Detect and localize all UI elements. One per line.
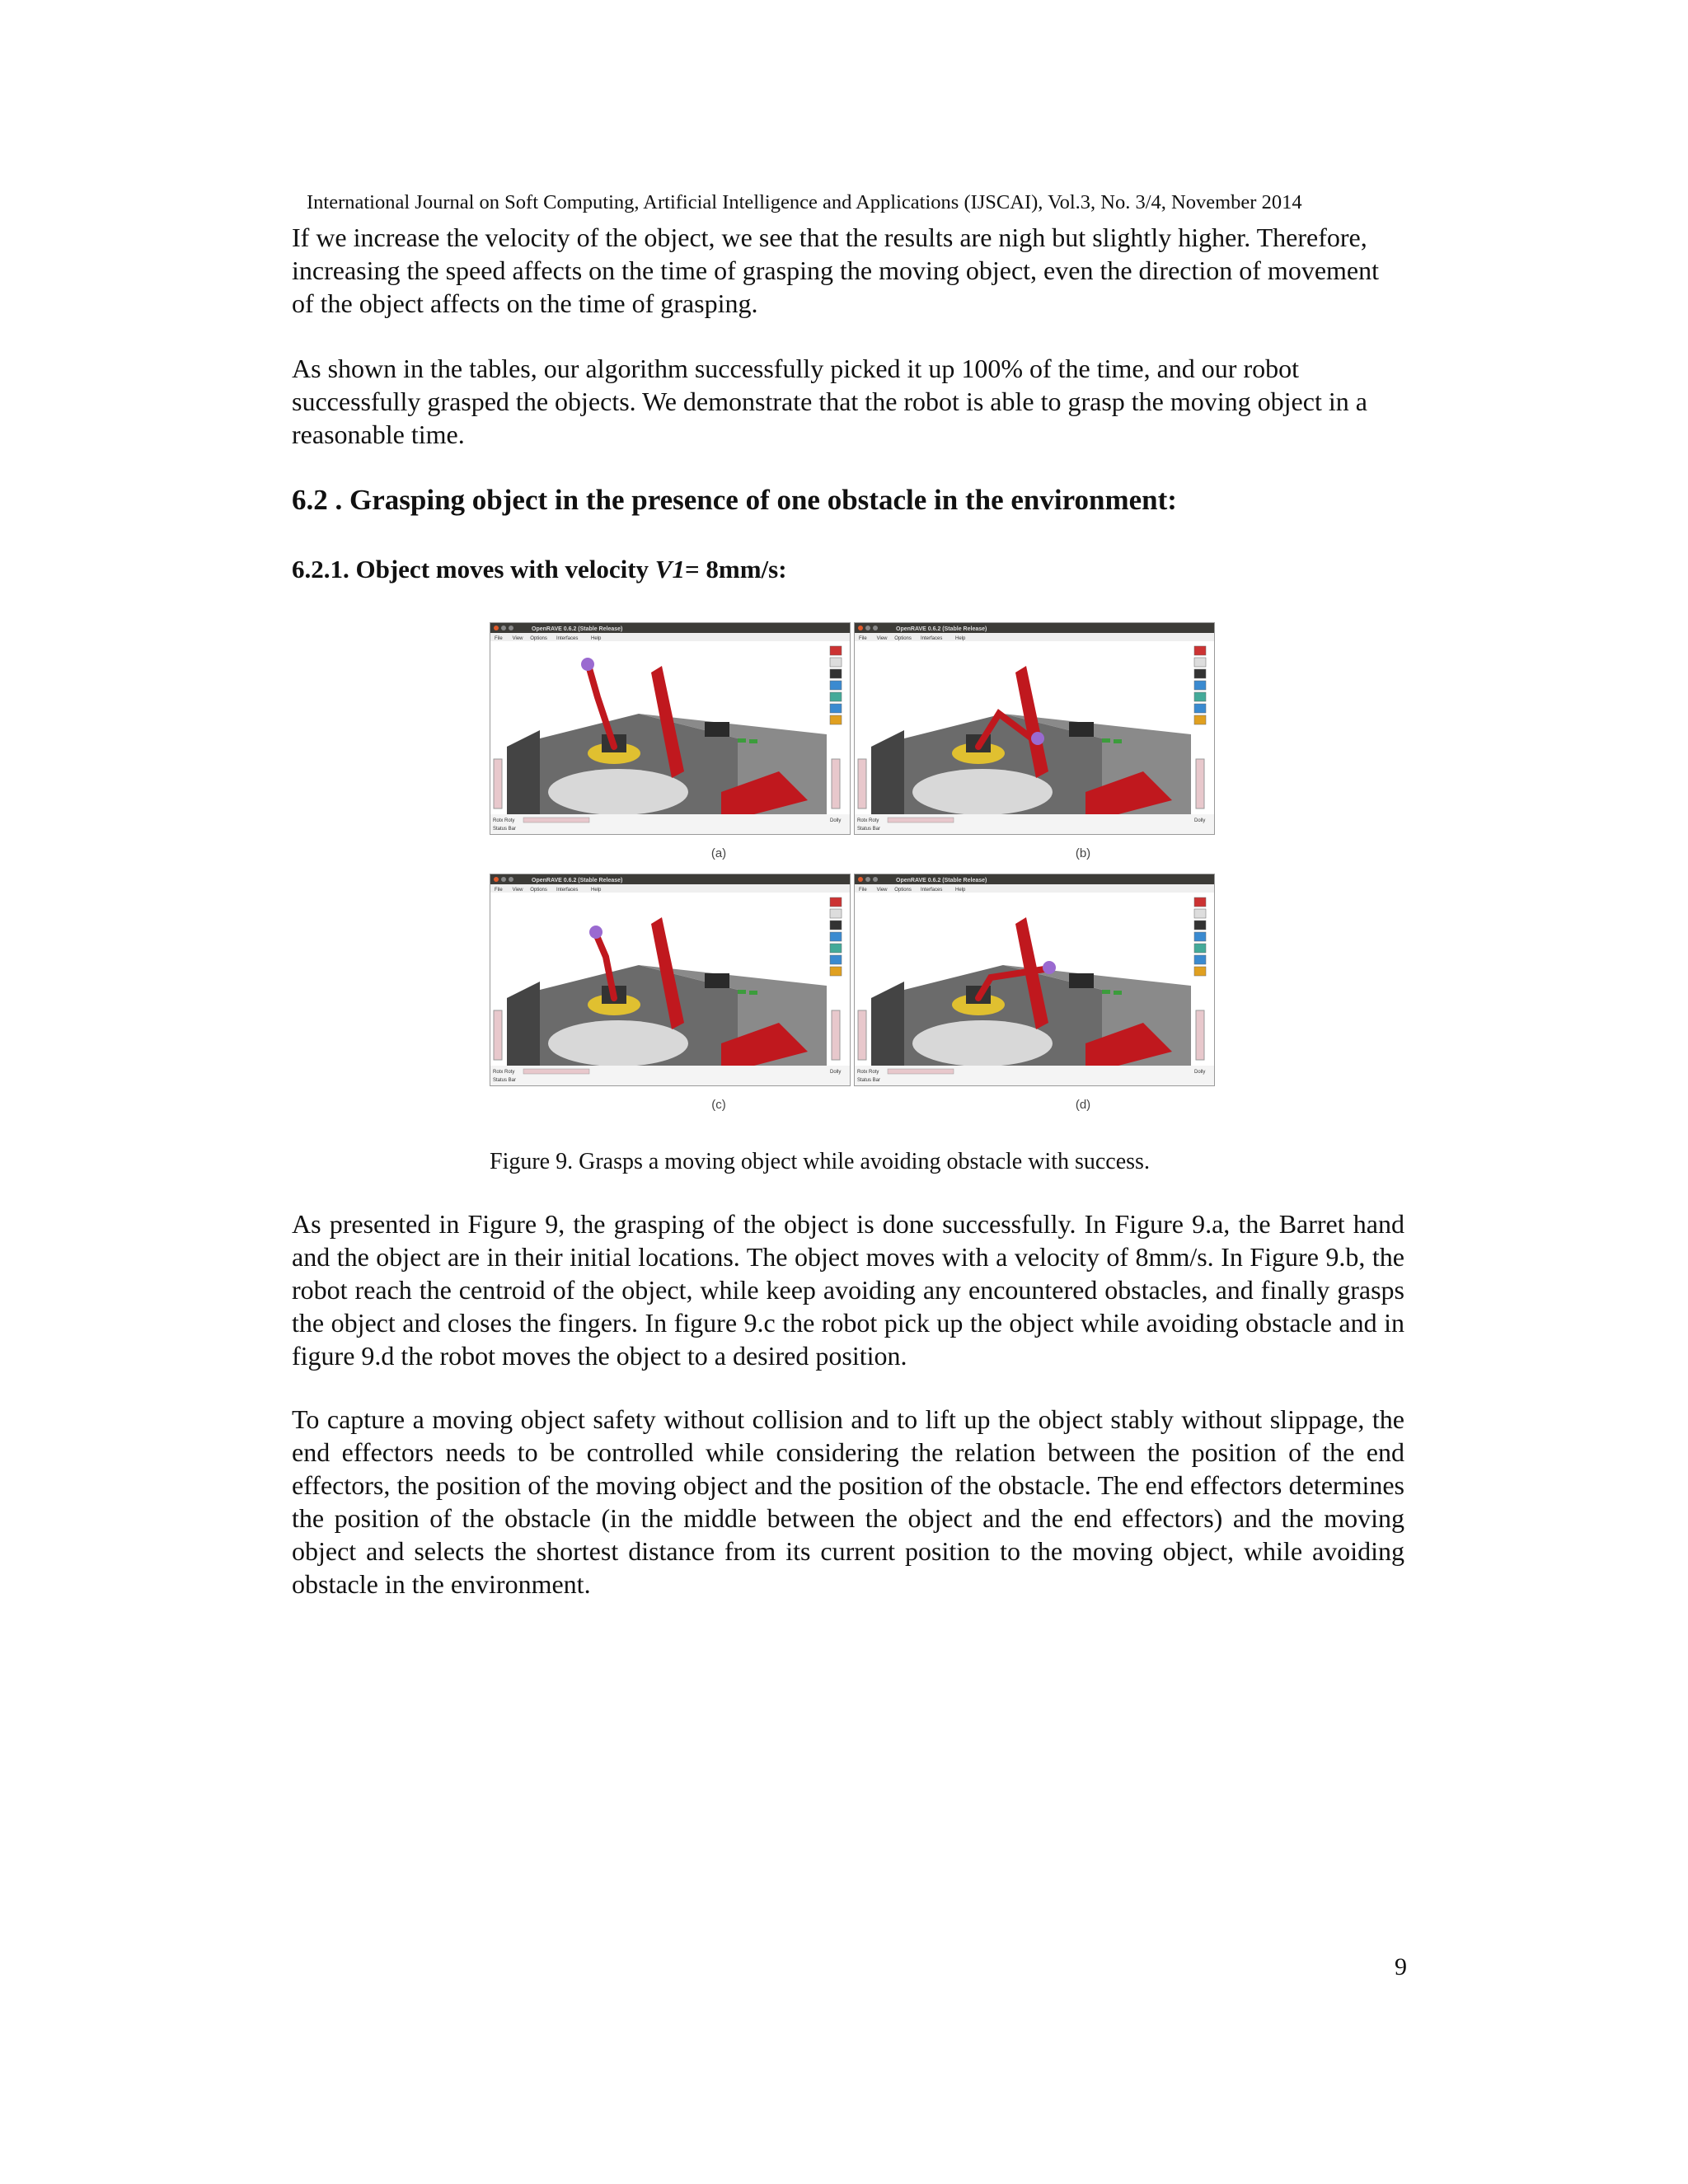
menu-item: Interfaces [921, 636, 943, 641]
window-control-icon [501, 626, 506, 630]
menu-item: File [495, 888, 503, 893]
menu-item: Options [530, 888, 547, 893]
robot-pedestal [912, 1020, 1053, 1066]
toolbar-icon [830, 669, 842, 678]
toolbar-icon [1194, 944, 1206, 953]
status-rot-label: Rotx Roty [857, 818, 879, 823]
barrett-hand [1031, 732, 1044, 745]
menu-item: Help [591, 888, 602, 893]
rotation-slider [888, 1069, 954, 1074]
toolbar-icon [1194, 921, 1206, 930]
simulator-screenshot [855, 623, 1214, 834]
figure-caption: Figure 9. Grasps a moving object while avoiding obstacle with success. [490, 1149, 1150, 1174]
subsection-prefix: 6.2.1. Object moves with velocity [292, 555, 655, 583]
zoom-slider [858, 1010, 866, 1060]
toolbar-icon [830, 955, 842, 964]
status-bar-label: Status Bar [857, 1078, 881, 1083]
window-control-icon [865, 626, 870, 630]
menu-item: File [859, 888, 867, 893]
barrett-hand [589, 926, 603, 939]
status-dolly-label: Dolly [1194, 1070, 1206, 1075]
window-control-icon [509, 626, 513, 630]
figure-panel-d [854, 874, 1215, 1086]
toolbar-icon [1194, 955, 1206, 964]
paragraph-velocity: If we increase the velocity of the object, we see that the results are nigh but slightly higher. Therefore, increasing the speed affects on the time of grasping the moving object, even the direction of movement of the object affects on the time of grasping. [292, 223, 1379, 318]
zoom-slider [858, 759, 866, 808]
status-rot-label: Rotx Roty [857, 1070, 879, 1075]
simulator-screenshot [490, 874, 850, 1085]
toolbar-icon [1194, 646, 1206, 655]
toolbar-icon [1194, 692, 1206, 701]
window-title: OpenRAVE 0.6.2 (Stable Release) [896, 626, 987, 632]
status-dolly-label: Dolly [1194, 818, 1206, 823]
window-control-icon [865, 877, 870, 882]
rotation-slider [523, 1069, 589, 1074]
toolbar-icon [830, 715, 842, 724]
menu-item: File [859, 636, 867, 641]
toolbar-icon [1194, 704, 1206, 713]
rotation-slider [888, 818, 954, 823]
menu-item: Interfaces [556, 888, 579, 893]
toolbar-icon [1194, 898, 1206, 907]
robot-pedestal [548, 1020, 688, 1066]
menu-item: View [876, 636, 888, 641]
menu-item: Help [955, 888, 966, 893]
status-rot-label: Rotx Roty [493, 818, 515, 823]
status-bar-label: Status Bar [857, 827, 881, 832]
paragraph-figure-description: As presented in Figure 9, the grasping of the object is done successfully. In Figure 9.a, the Barret hand and the object are in their initial locations. The object moves with a velocity of 8mm/s. In Figure 9.b, the robot reach the centroid of the object, while keep avoiding any encountered obstacles, and finally grasps the object and closes the fingers. In figure 9.c the robot pick up the object while avoiding obstacle and in figure 9.d the robot moves the object to a desired position. [292, 1209, 1404, 1371]
menu-item: View [876, 888, 888, 893]
figure-panel-b [854, 622, 1215, 835]
robot-pedestal [548, 769, 688, 815]
menu-item: Help [591, 636, 602, 641]
marker [1102, 990, 1110, 994]
zoom-slider [494, 1010, 502, 1060]
rotation-slider [523, 818, 589, 823]
toolbar-icon [830, 909, 842, 918]
window-control-icon [858, 626, 863, 630]
barrett-hand [581, 658, 594, 671]
simulator-screenshot [855, 874, 1214, 1085]
marker [749, 991, 757, 995]
toolbar-icon [830, 921, 842, 930]
menu-item: Options [894, 636, 912, 641]
subsection-suffix: = 8mm/s: [684, 555, 787, 583]
target-block [705, 722, 729, 737]
toolbar-icon [1194, 658, 1206, 667]
toolbar-icon [1194, 932, 1206, 941]
running-head: International Journal on Soft Computing, Artificial Intelligence and Applications (IJSCAI), Vol.3, No. 3/4, November 2014 [307, 191, 1302, 213]
toolbar-icon [830, 704, 842, 713]
toolbar-icon [830, 967, 842, 976]
status-dolly-label: Dolly [830, 1070, 842, 1075]
marker [1114, 739, 1122, 743]
status-bar-label: Status Bar [493, 1078, 517, 1083]
window-control-icon [509, 877, 513, 882]
window-control-icon [873, 626, 878, 630]
section-heading: 6.2 . Grasping object in the presence of one obstacle in the environment: [292, 484, 1177, 516]
target-block [1069, 973, 1094, 988]
dolly-slider [832, 1010, 840, 1060]
menu-item: Interfaces [921, 888, 943, 893]
target-block [1069, 722, 1094, 737]
target-block [705, 973, 729, 988]
status-bar-label: Status Bar [493, 827, 517, 832]
figure-panel-a [490, 622, 851, 835]
dolly-slider [1196, 759, 1204, 808]
page-number: 9 [1395, 1953, 1407, 1980]
toolbar-icon [830, 658, 842, 667]
toolbar-icon [830, 944, 842, 953]
subfigure-label: (a) [710, 846, 727, 860]
menu-item: File [495, 636, 503, 641]
simulator-screenshot [490, 623, 850, 834]
dolly-slider [832, 759, 840, 808]
toolbar-icon [830, 692, 842, 701]
paragraph-capture: To capture a moving object safety without collision and to lift up the object stably without slippage, the end effectors needs to be controlled while considering the relation between the position of the end effectors, the position of the moving object and the position of the obstacle. The end effectors determines the position of the obstacle (in the middle between the object and the end effectors) and the moving object and selects the shortest distance from its current position to the moving object, while avoiding obstacle in the environment. [292, 1404, 1404, 1599]
menu-item: Help [955, 636, 966, 641]
figure-panel-c [490, 874, 851, 1086]
marker [749, 739, 757, 743]
window-control-icon [494, 877, 499, 882]
status-rot-label: Rotx Roty [493, 1070, 515, 1075]
window-control-icon [494, 626, 499, 630]
toolbar-icon [1194, 967, 1206, 976]
toolbar-icon [1194, 669, 1206, 678]
toolbar-icon [830, 681, 842, 690]
window-control-icon [858, 877, 863, 882]
marker [1102, 738, 1110, 743]
subfigure-label: (b) [1075, 846, 1091, 860]
status-area [490, 1066, 850, 1085]
figure-9 [490, 622, 1215, 1117]
subsection-heading [292, 555, 787, 584]
window-control-icon [873, 877, 878, 882]
status-dolly-label: Dolly [830, 818, 842, 823]
toolbar-icon [1194, 909, 1206, 918]
menu-item: View [512, 636, 523, 641]
toolbar-icon [1194, 715, 1206, 724]
menu-item: Options [530, 636, 547, 641]
window-title: OpenRAVE 0.6.2 (Stable Release) [896, 878, 987, 883]
subfigure-label: (d) [1075, 1098, 1091, 1112]
toolbar-icon [830, 898, 842, 907]
status-area [855, 1066, 1214, 1085]
status-area [490, 814, 850, 834]
barrett-hand [1043, 961, 1056, 974]
velocity-variable: V1 [654, 555, 685, 583]
toolbar-icon [1194, 681, 1206, 690]
paragraph-results: As shown in the tables, our algorithm successfully picked it up 100% of the time, and our robot successfully grasped the objects. We demonstrate that the robot is able to grasp the moving object in a reasonable time. [292, 354, 1367, 449]
window-title: OpenRAVE 0.6.2 (Stable Release) [532, 626, 623, 632]
menu-item: Interfaces [556, 636, 579, 641]
status-area [855, 814, 1214, 834]
marker [738, 738, 746, 743]
window-title: OpenRAVE 0.6.2 (Stable Release) [532, 878, 623, 883]
robot-pedestal [912, 769, 1053, 815]
toolbar-icon [830, 932, 842, 941]
marker [738, 990, 746, 994]
dolly-slider [1196, 1010, 1204, 1060]
marker [1114, 991, 1122, 995]
subfigure-label: (c) [711, 1098, 726, 1112]
toolbar-icon [830, 646, 842, 655]
menu-item: View [512, 888, 523, 893]
zoom-slider [494, 759, 502, 808]
window-control-icon [501, 877, 506, 882]
menu-item: Options [894, 888, 912, 893]
